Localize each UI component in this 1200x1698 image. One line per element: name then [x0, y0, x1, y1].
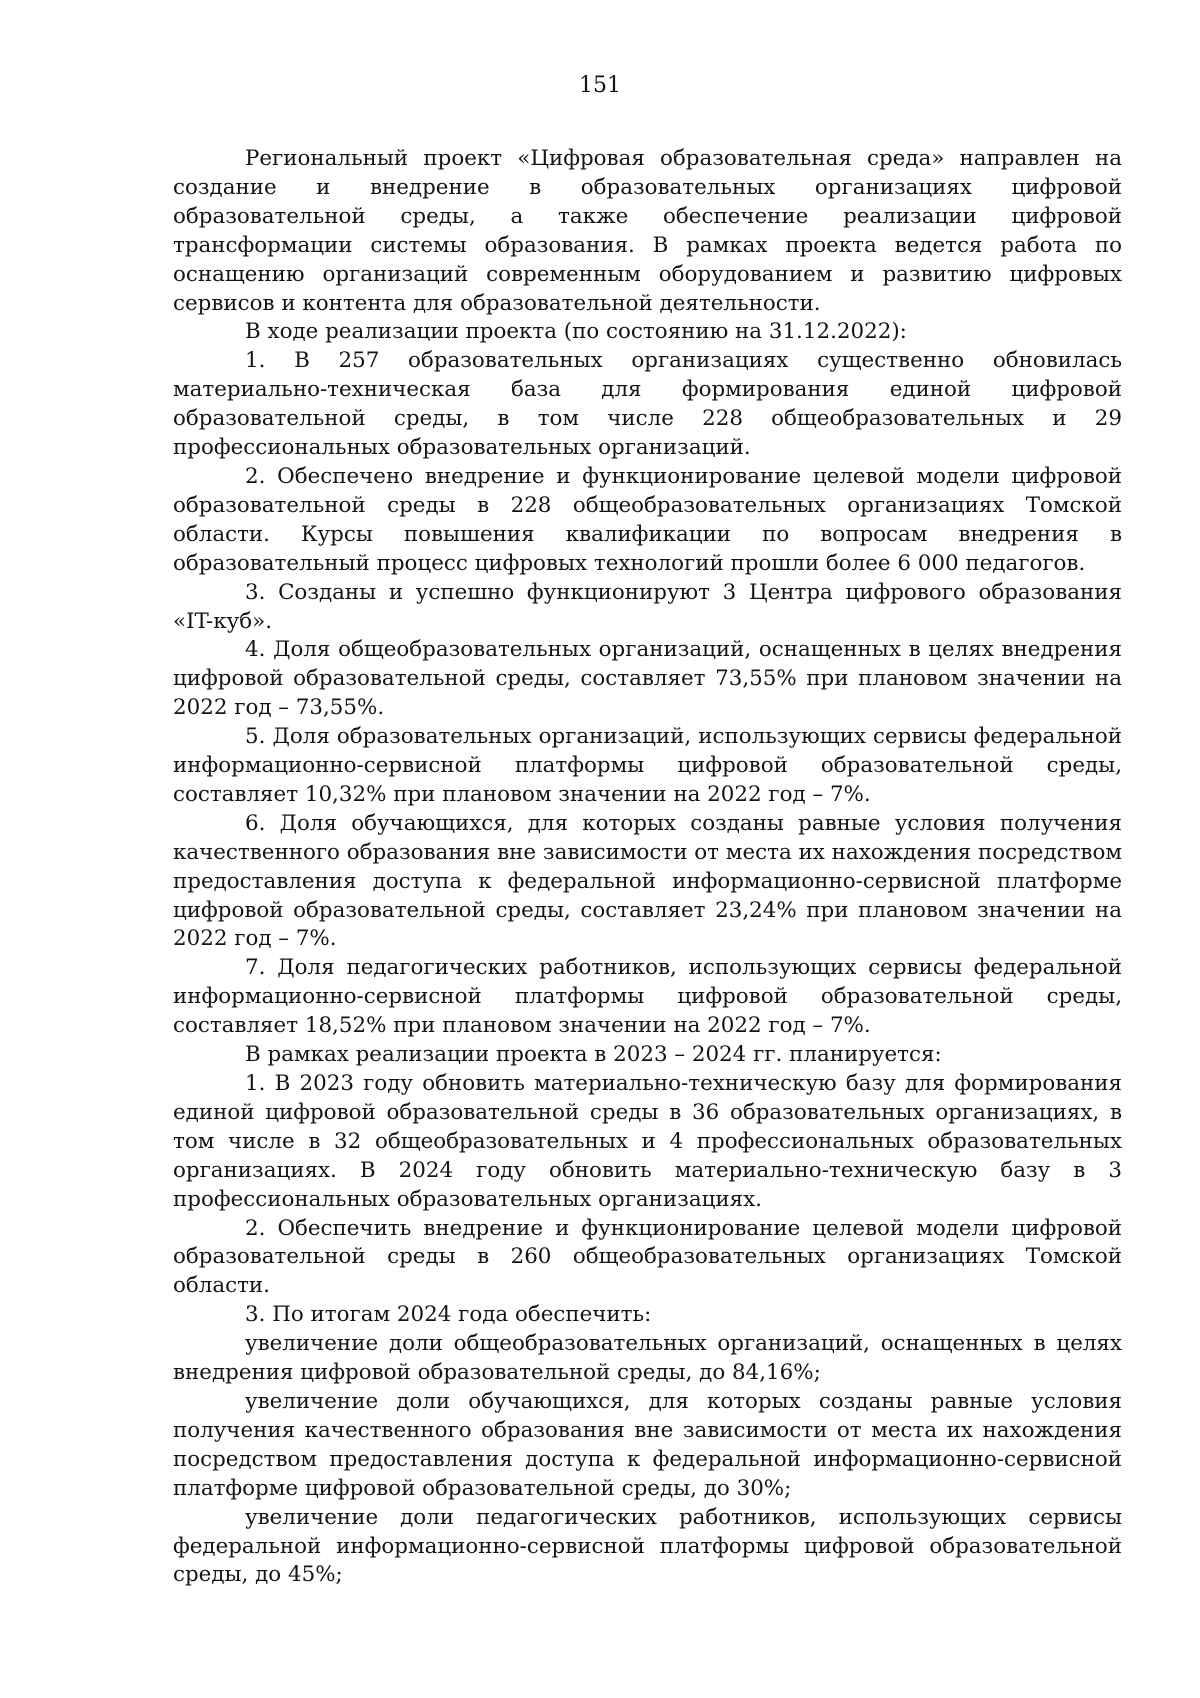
document-body [173, 145, 1122, 1590]
goal-item-teachers: увеличение доли педагогических работников, использующих сервисы федеральной информационно-сервисной платформы цифровой образовательной среды, до 45%; [173, 1504, 1122, 1588]
goal-item-general-education: увеличение доли общеобразовательных организаций, оснащенных в целях внедрения цифровой образовательной среды, до 84,16%; [173, 1331, 1122, 1386]
list-item-plan-1: 1. В 2023 году обновить материально-техническую базу для формирования единой цифровой образовательной среды в 36 образовательных организациях, в том числе в 32 общеобразовательных и 4 профессиональных образовательных организациях. В 2024 году обновить материально-техническую базу в 3 профессиональных образовательных организациях. [173, 1071, 1122, 1212]
list-item-result-1: 1. В 257 образовательных организациях существенно обновилась материально-техническая база для формирования единой цифровой образовательной среды, в том числе 228 общеобразовательных и 29 профессиональных образовательных организаций. [173, 348, 1122, 461]
page-number: 151 [579, 73, 621, 98]
list-item-plan-3: 3. По итогам 2024 года обеспечить: [245, 1302, 652, 1328]
goal-item-students: увеличение доли обучающихся, для которых созданы равные условия получения качественного образования вне зависимости от места их нахождения посредством предоставления доступа к федеральной информационно-сервисной платформе цифровой образовательной среды, до 30%; [173, 1388, 1122, 1501]
paragraph-plans-heading: В рамках реализации проекта в 2023 – 2024 гг. планируется: [245, 1042, 942, 1068]
list-item-result-4: 4. Доля общеобразовательных организаций, оснащенных в целях внедрения цифровой образовательной среды, составляет 73,55% при плановом значении на 2022 год – 73,55%. [173, 637, 1122, 721]
list-item-result-3: 3. Созданы и успешно функционируют 3 Центра цифрового образования «IT-куб». [173, 579, 1122, 634]
list-item-result-5: 5. Доля образовательных организаций, использующих сервисы федеральной информационно-сервисной платформы цифровой образовательной среды, составляет 10,32% при плановом значении на 2022 год – 7%. [173, 724, 1122, 807]
list-item-result-6: 6. Доля обучающихся, для которых созданы равные условия получения качественного образования вне зависимости от места их нахождения посредством предоставления доступа к федеральной информационно-сервисной платформе цифровой образовательной среды, составляет 23,24% при плановом значении на 2022 год – 7%. [173, 810, 1122, 952]
list-item-result-7: 7. Доля педагогических работников, использующих сервисы федеральной информационно-сервисной платформы цифровой образовательной среды, составляет 18,52% при плановом значении на 2022 год – 7%. [173, 955, 1122, 1039]
list-item-plan-2: 2. Обеспечить внедрение и функционирование целевой модели цифровой образовательной среды в 260 общеобразовательных организациях Томской области. [173, 1215, 1122, 1299]
paragraph-progress-heading: В ходе реализации проекта (по состоянию на 31.12.2022): [245, 319, 907, 345]
list-item-result-2: 2. Обеспечено внедрение и функционирование целевой модели цифровой образовательной среды в 228 общеобразовательных организациях Томской области. Курсы повышения квалификации по вопросам внедрения в образовательный процесс цифровых технологий прошли более 6 000 педагогов. [173, 463, 1122, 576]
paragraph-intro: Региональный проект «Цифровая образовательная среда» направлен на создание и внедрение в образовательных организациях цифровой образовательной среды, а также обеспечение реализации цифровой трансформации системы образования. В рамках проекта ведется работа по оснащению организаций современным оборудованием и развитию цифровых сервисов и контента для образовательной деятельности. [173, 146, 1122, 316]
